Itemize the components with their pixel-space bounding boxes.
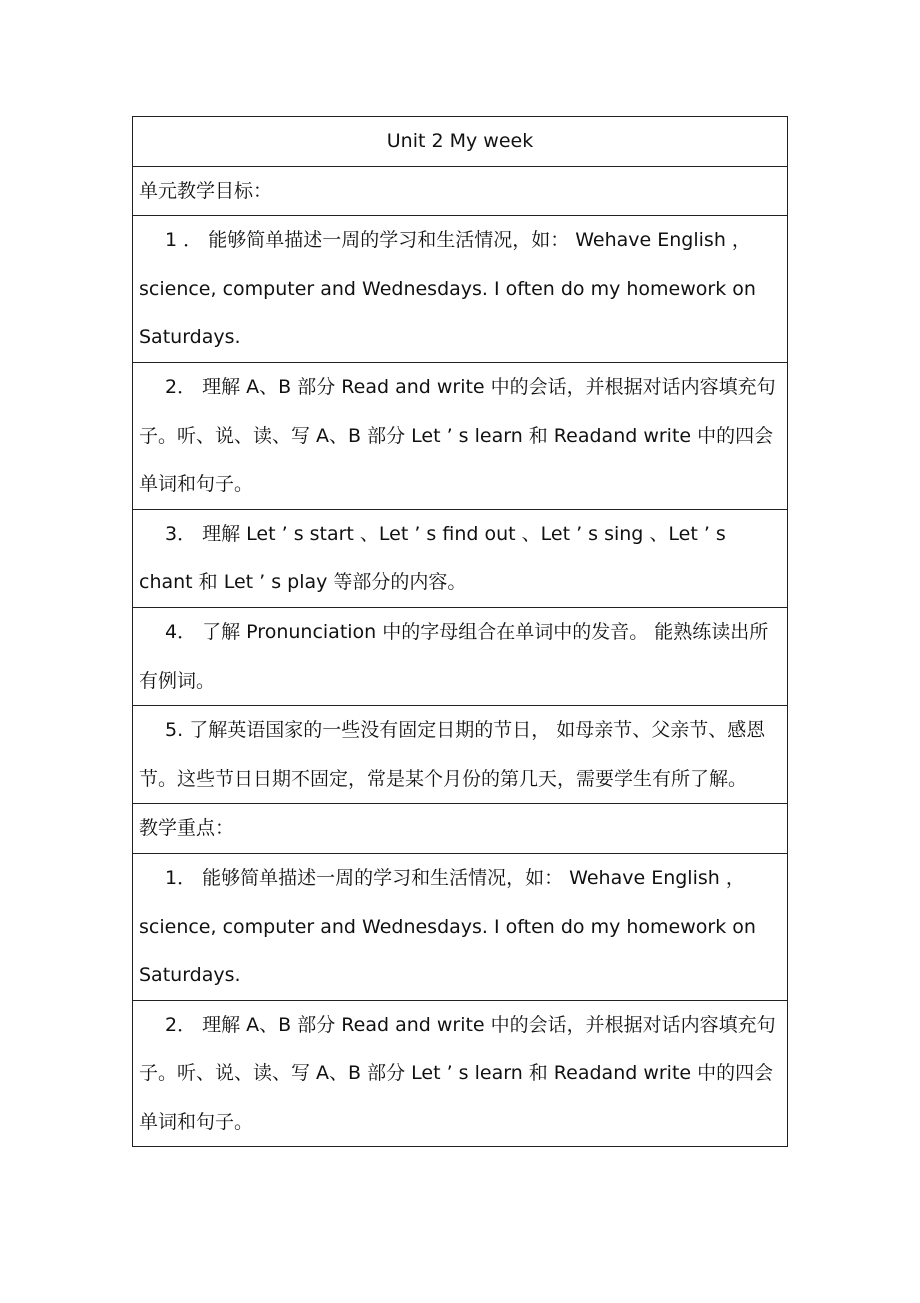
objective-row [133, 362, 788, 509]
objective-row [133, 706, 788, 804]
objective-item-4 [133, 607, 788, 705]
objective-row [133, 607, 788, 705]
key-point-row [133, 853, 788, 1000]
objective-item-1 [133, 216, 788, 363]
title-row [133, 117, 788, 167]
item-text: 理解 Let ’ s start 、Let ’ s find out 、Let ’ s sing 、Let ’ s chant 和 Let ’ s play 等部分的内容。 [139, 522, 726, 594]
objective-item-3 [133, 509, 788, 607]
objectives-label: 单元教学目标： [133, 166, 788, 216]
item-text: 理解 A、B 部分 Read and write 中的会话，并根据对话内容填充句子。听、说、读、写 A、B 部分 Let ’ s learn 和 Readand write 中的四会单词和句子。 [139, 1013, 776, 1133]
item-number: 3． [165, 522, 197, 545]
item-number: 1 ． [165, 229, 203, 252]
objective-row [133, 509, 788, 607]
item-text: 了解 Pronunciation 中的字母组合在单词中的发音。 能熟练读出所有例词。 [139, 620, 769, 692]
unit-title: Unit 2 My week [133, 117, 788, 167]
item-text: 能够简单描述一周的学习和生活情况，如： Wehave English ，science, computer and Wednesdays. I often do my homework on Saturdays. [139, 229, 756, 349]
item-number: 2． [165, 375, 197, 398]
item-text: 了解英语国家的一些没有固定日期的节日， 如母亲节、父亲节、感恩节。这些节日日期不固定，常是某个月份的第几天，需要学生有所了解。 [139, 719, 766, 790]
item-number: 4． [165, 620, 197, 643]
key-points-label-row [133, 804, 788, 854]
key-point-item-2 [133, 1000, 788, 1147]
item-number: 5. [165, 719, 184, 742]
key-point-row [133, 1000, 788, 1147]
objective-row [133, 216, 788, 363]
key-points-label: 教学重点： [133, 804, 788, 854]
objective-item-2 [133, 362, 788, 509]
key-point-item-1 [133, 853, 788, 1000]
objective-item-5 [133, 706, 788, 804]
item-number: 1． [165, 866, 197, 889]
item-number: 2． [165, 1013, 197, 1036]
item-text: 理解 A、B 部分 Read and write 中的会话，并根据对话内容填充句子。听、说、读、写 A、B 部分 Let ’ s learn 和 Readand write 中的四会单词和句子。 [139, 375, 776, 496]
lesson-plan-table [132, 116, 788, 1147]
item-text: 能够简单描述一周的学习和生活情况，如： Wehave English ，science, computer and Wednesdays. I often do my homework on Saturdays. [139, 866, 756, 987]
objectives-label-row [133, 166, 788, 216]
